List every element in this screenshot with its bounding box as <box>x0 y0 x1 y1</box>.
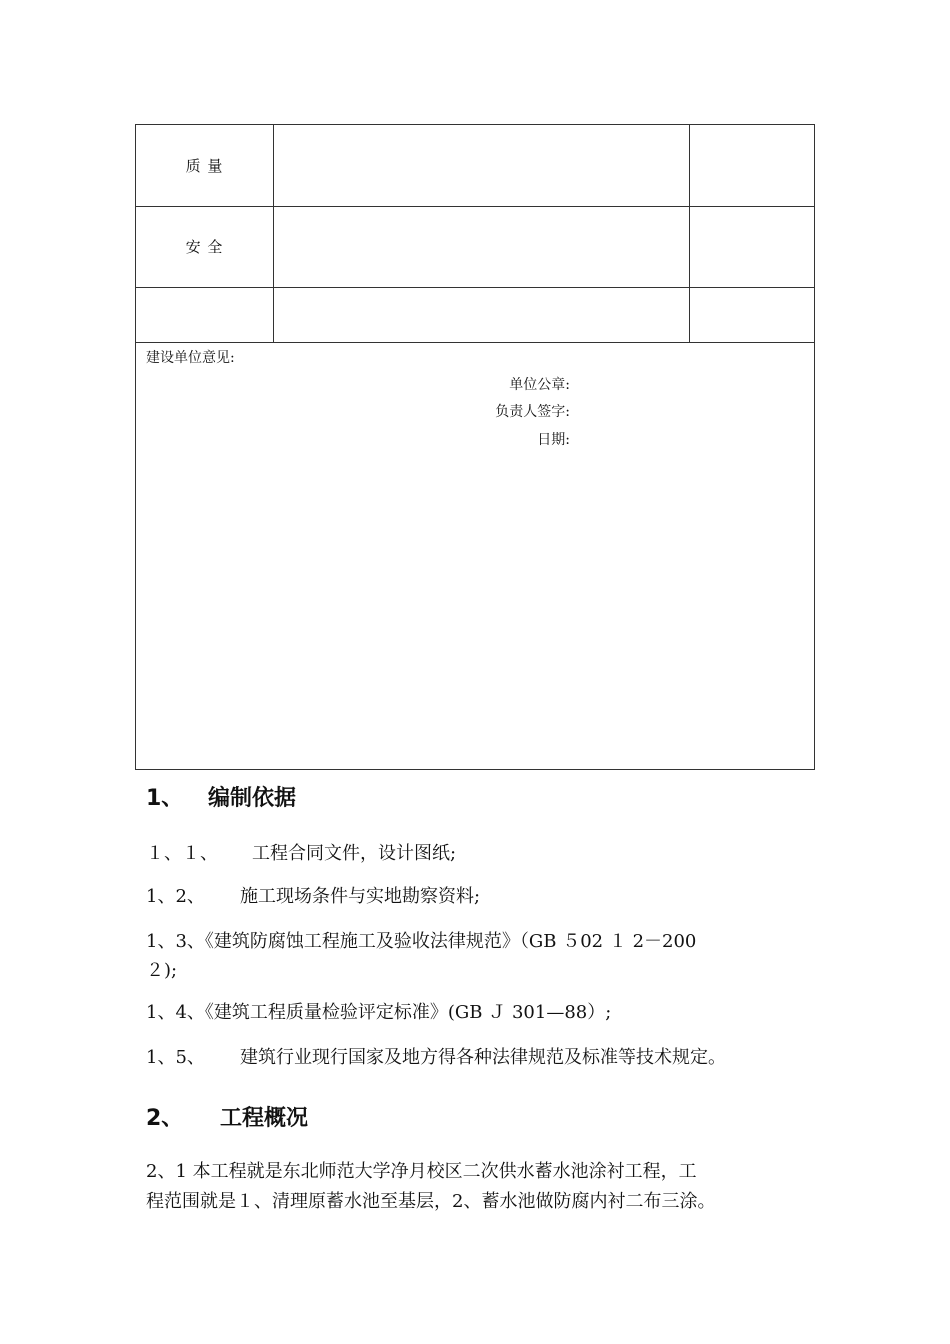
list-item-continuation <box>146 955 826 987</box>
item-text: 工程合同文件，设计图纸; <box>252 843 457 864</box>
row-label-safety: 安 全 <box>185 238 224 256</box>
row-label-quality: 质 量 <box>185 157 224 175</box>
item-number: 1、4、 <box>146 1002 205 1023</box>
item-number: 1、2、 <box>146 886 205 907</box>
table-column-divider <box>273 125 274 342</box>
signer-label: 负责人签字: <box>495 404 570 420</box>
unit-seal-label: 单位公章: <box>509 377 570 393</box>
table-row-divider <box>136 206 814 207</box>
table-row-divider <box>136 342 814 343</box>
item-text: 《建筑工程质量检验评定标准》(GB Ｊ 301—88）; <box>204 1002 612 1023</box>
table-column-divider <box>689 125 690 342</box>
list-item <box>146 1042 826 1074</box>
table-row-divider <box>136 287 814 288</box>
section-number: 1、 <box>146 786 184 811</box>
item-text: 建筑行业现行国家及地方得各种法律规范及标准等技术规定。 <box>240 1047 726 1068</box>
paragraph-line: 2、1 本工程就是东北师范大学净月校区二次供水蓄水池涂衬工程，工 <box>146 1161 697 1182</box>
date-label: 日期: <box>537 432 570 448</box>
list-item <box>146 838 826 870</box>
section-title: 工程概况 <box>220 1106 309 1131</box>
item-text: 施工现场条件与实地勘察资料; <box>240 886 481 907</box>
section-title: 编制依据 <box>208 786 297 811</box>
item-text: ２); <box>146 960 178 981</box>
approval-table <box>135 124 815 770</box>
section-number: 2、 <box>146 1106 184 1131</box>
list-item <box>146 926 826 958</box>
item-number: 1、5、 <box>146 1047 205 1068</box>
item-number: １、１、 <box>146 843 218 864</box>
section-heading <box>146 781 296 812</box>
list-item <box>146 881 826 913</box>
item-number: 1、3、 <box>146 931 205 952</box>
owner-opinion-label: 建设单位意见: <box>146 350 235 366</box>
paragraph-line: 程范围就是１、清理原蓄水池至基层，2、蓄水池做防腐内衬二布三涂。 <box>146 1191 716 1212</box>
list-item <box>146 997 826 1029</box>
item-text: 《建筑防腐蚀工程施工及验收法律规范》（GB ５02 １ 2－200 <box>204 931 697 952</box>
section-heading <box>146 1101 308 1132</box>
